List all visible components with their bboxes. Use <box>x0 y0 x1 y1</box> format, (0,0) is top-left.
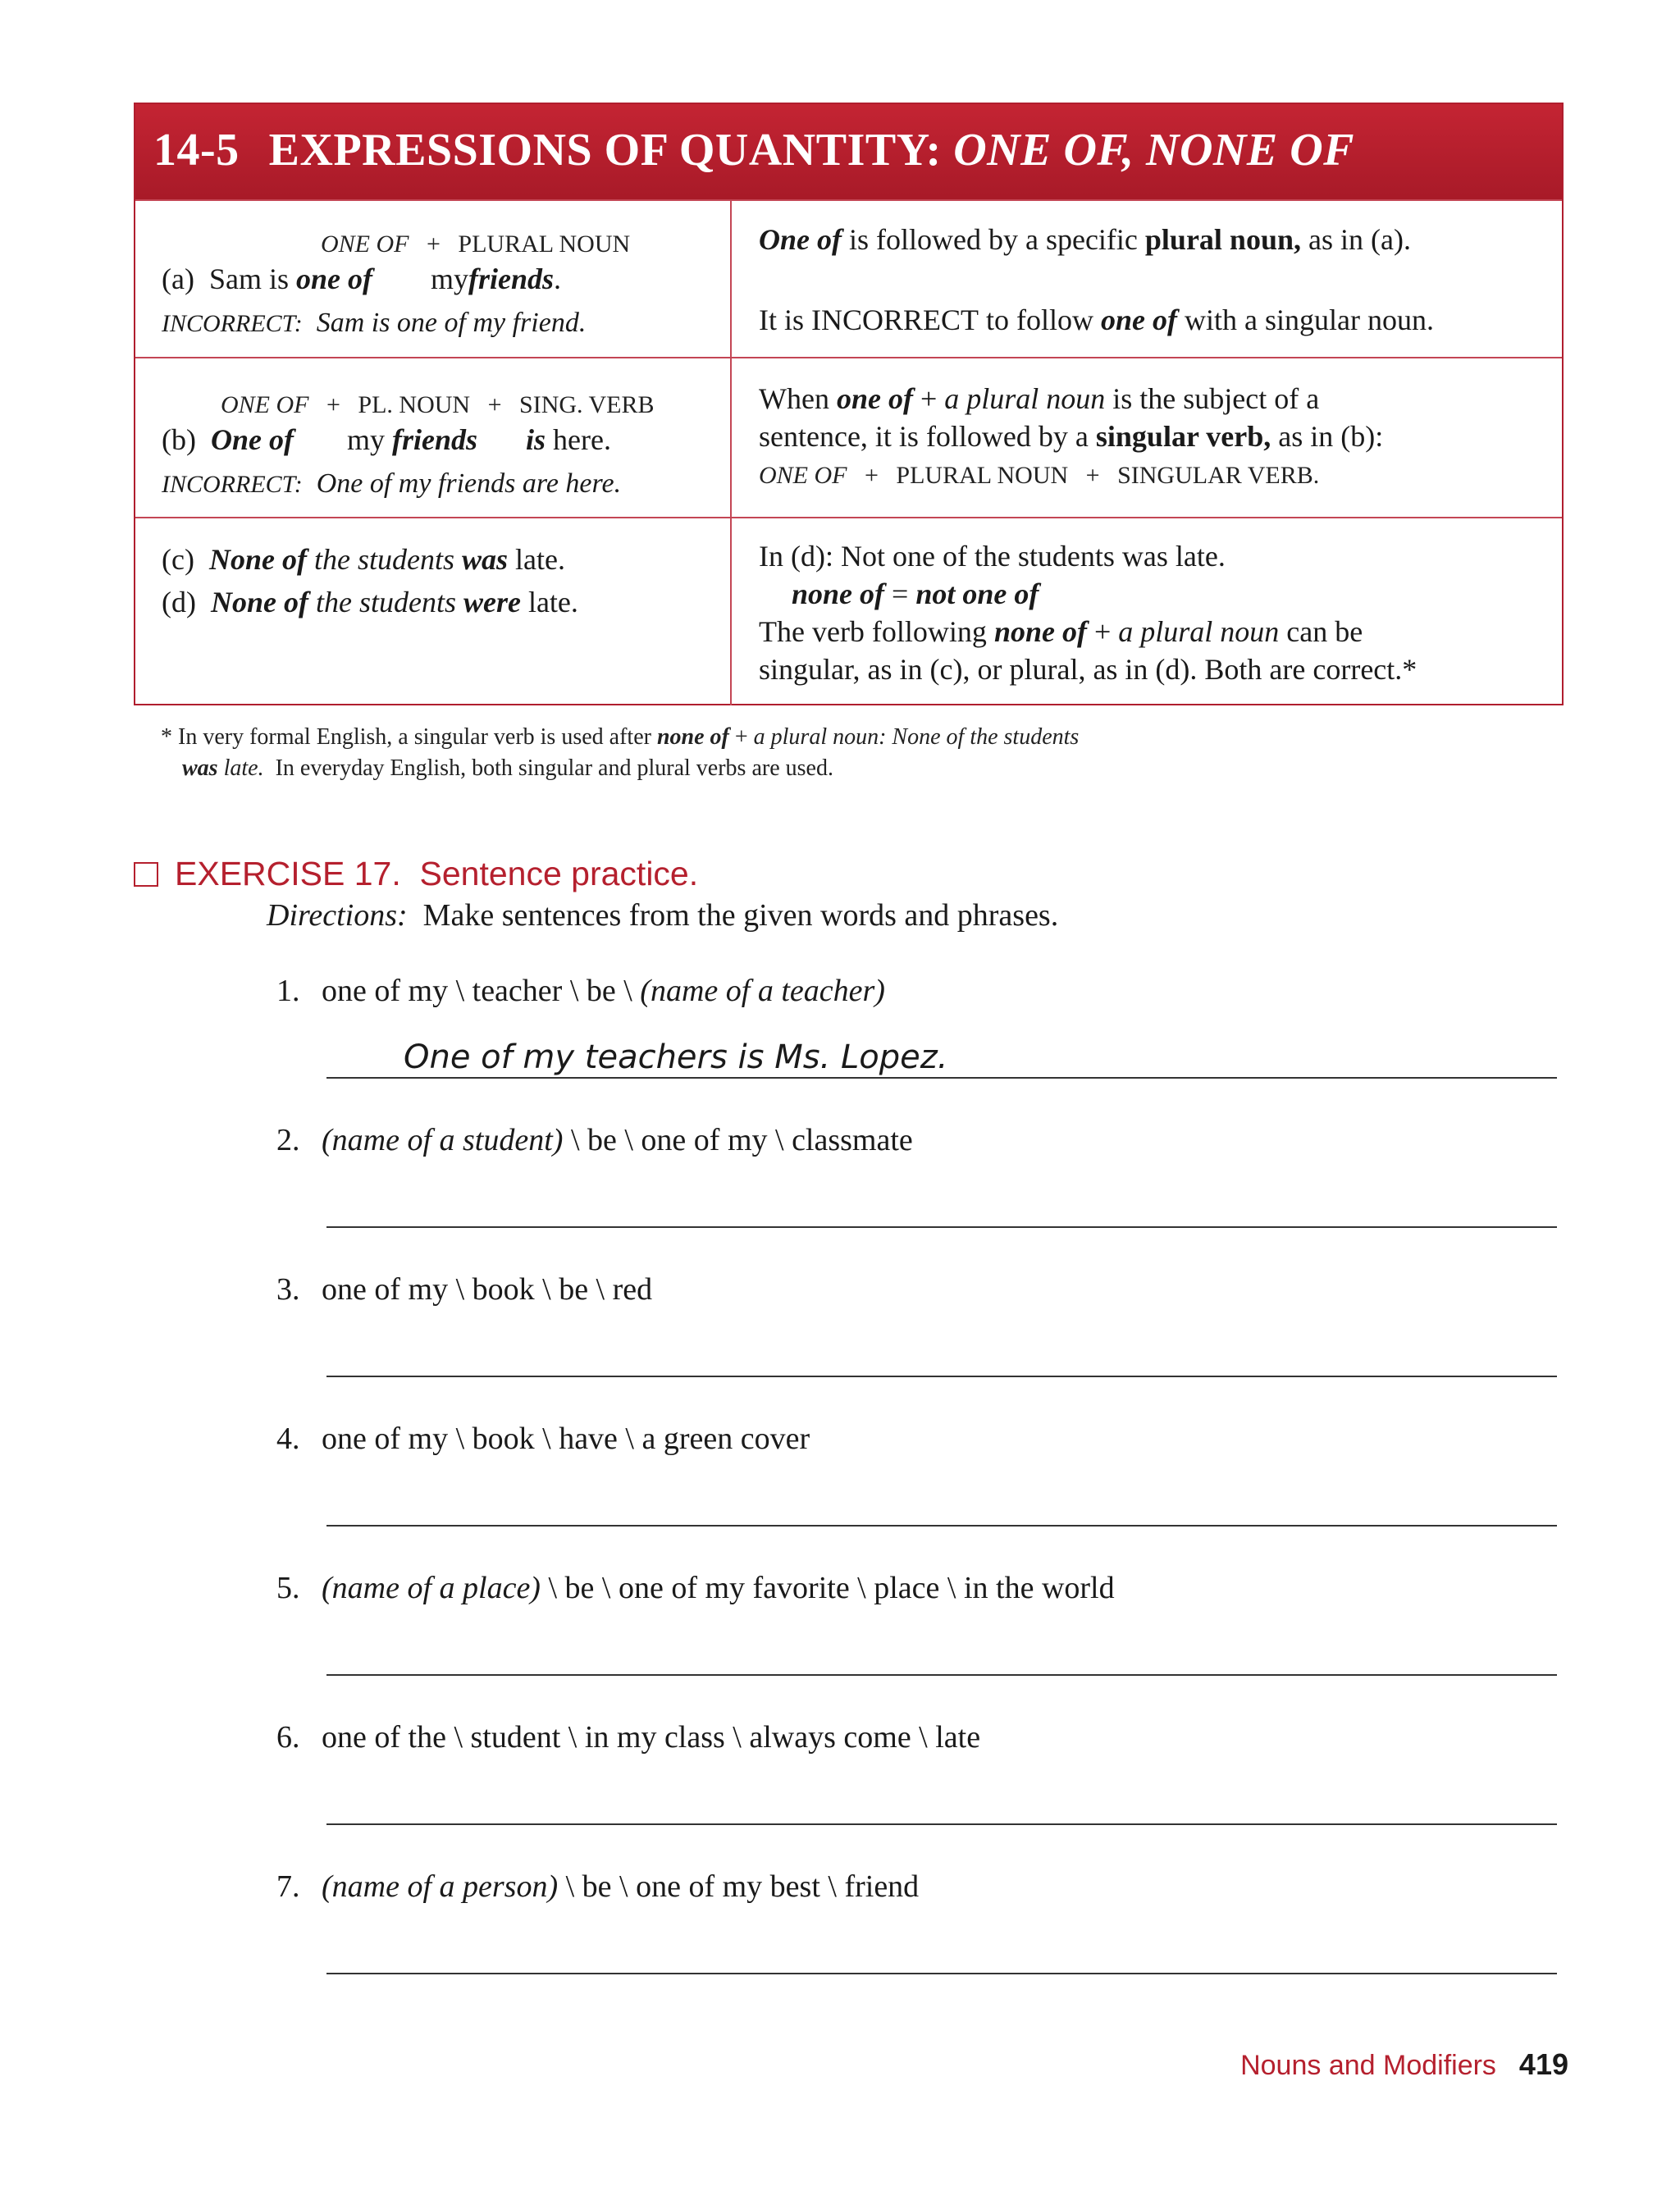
small-caps-term: INCORRECT <box>811 303 979 336</box>
directions-label: Directions: <box>267 898 408 933</box>
item-placeholder: (name of a student) <box>322 1123 564 1157</box>
chart-number: 14-5 <box>153 125 240 176</box>
example-text: my <box>346 423 385 456</box>
explanation-text: as in (a). <box>1308 223 1411 256</box>
answer-line[interactable] <box>326 1525 1557 1527</box>
plus-sign: + <box>734 724 748 750</box>
item-placeholder: (name of a place) <box>322 1571 541 1605</box>
example-label: (b) <box>162 423 196 456</box>
explanation-b3 <box>759 457 1319 495</box>
item-cue: one of my \ book \ have \ a green cover <box>322 1422 810 1456</box>
item-number: 6. <box>276 1720 300 1755</box>
explanation-text: The verb following <box>759 615 987 648</box>
answer-line[interactable] <box>326 1077 1557 1079</box>
example-text: here. <box>553 423 611 456</box>
exercise-number: EXERCISE 17. <box>175 855 401 892</box>
example-label: (a) <box>162 262 194 295</box>
example-noun: friends <box>468 262 555 295</box>
chart-title-italic: ONE OF, NONE OF <box>953 125 1354 176</box>
item-cue: one of my \ teacher \ be \ <box>322 974 641 1008</box>
italic-term: a plural noun <box>1118 615 1280 648</box>
exercise-item <box>276 973 885 1009</box>
formula-token: SING. VERB <box>519 391 655 418</box>
item-cue: \ be \ one of my best \ friend <box>558 1869 920 1904</box>
explanation-text: as in (b): <box>1278 420 1384 453</box>
exercise-item <box>276 1869 919 1905</box>
exercise-checkbox[interactable] <box>134 862 158 887</box>
explanation-b1 <box>759 380 1319 418</box>
footnote-key: none of <box>656 724 729 750</box>
formula-a <box>321 226 630 263</box>
item-number: 7. <box>276 1869 300 1904</box>
example-text: the students <box>313 543 454 576</box>
bold-term: singular verb, <box>1095 420 1271 453</box>
example-b <box>162 421 611 459</box>
answer-line[interactable] <box>326 1823 1557 1825</box>
incorrect-b <box>162 465 621 504</box>
formula-token: PLURAL NOUN <box>896 462 1069 489</box>
explanation-text: to follow <box>986 303 1094 336</box>
explanation-c2 <box>792 575 1039 613</box>
explanation-c4: singular, as in (c), or plural, as in (d). Both are correct.* <box>759 653 1418 686</box>
incorrect-text: Sam is one of my friend. <box>316 308 587 338</box>
explanation-text: It is <box>759 303 805 336</box>
explanation-text: sentence, it is followed by a <box>759 420 1089 453</box>
explanation-a1 <box>759 221 1411 258</box>
example-key: None of <box>210 586 308 618</box>
example-text: the students <box>315 586 456 618</box>
incorrect-text: One of my friends are here. <box>316 468 622 499</box>
chart-title-main: EXPRESSIONS OF QUANTITY: <box>268 125 942 176</box>
item-number: 5. <box>276 1571 300 1605</box>
formula-token: + <box>326 391 340 418</box>
exercise-item <box>276 1719 980 1755</box>
footnote-text: In everyday English, both singular and plural verbs are used. <box>275 755 833 781</box>
formula-token: ONE OF <box>759 462 847 489</box>
explanation-text: is the subject of a <box>1112 382 1320 415</box>
example-text: . <box>554 262 562 295</box>
example-verb: is <box>526 423 546 456</box>
explanation-text: can be <box>1286 615 1363 648</box>
chart-title <box>153 124 1354 176</box>
exercise-item <box>276 1570 1115 1606</box>
plus-sign: + <box>1093 615 1112 648</box>
example-text: my <box>430 262 468 295</box>
item-cue: \ be \ one of my favorite \ place \ in the world <box>540 1571 1115 1605</box>
example-text: late. <box>514 543 565 576</box>
chart-divider <box>135 357 1562 358</box>
footnote-text: In very formal English, a singular verb is used after <box>178 724 651 750</box>
explanation-a2 <box>759 301 1434 339</box>
italic-term: a plural noun <box>944 382 1106 415</box>
formula-token: PL. NOUN <box>358 391 471 418</box>
answer-line[interactable] <box>326 1376 1557 1377</box>
example-key: one of <box>295 262 372 295</box>
item-placeholder: (name of a person) <box>322 1869 559 1904</box>
example-label: (c) <box>162 543 194 576</box>
footnote <box>161 722 1079 784</box>
example-key: None of <box>208 543 307 576</box>
footnote-italic: late. <box>223 755 264 781</box>
example-c <box>162 541 565 578</box>
formula-token: SINGULAR VERB. <box>1117 462 1320 489</box>
item-number: 4. <box>276 1422 300 1456</box>
explanation-text: with a singular noun. <box>1185 303 1434 336</box>
formula-token: + <box>865 462 879 489</box>
key-phrase: not one of <box>915 577 1039 610</box>
example-key: One of <box>210 423 294 456</box>
chart-divider <box>135 517 1562 518</box>
exercise-item <box>276 1122 913 1158</box>
grammar-chart <box>134 103 1564 705</box>
exercise-item <box>276 1421 810 1457</box>
key-phrase: none of <box>792 577 885 610</box>
explanation-text: is followed by a specific <box>849 223 1138 256</box>
example-noun: friends <box>392 423 478 456</box>
formula-token: + <box>427 230 441 258</box>
example-verb: were <box>463 586 521 618</box>
key-phrase: none of <box>993 615 1087 648</box>
answer-line[interactable] <box>326 1226 1557 1228</box>
chart-header <box>135 104 1562 199</box>
example-verb: was <box>461 543 508 576</box>
example-a <box>162 260 561 298</box>
equals-sign: = <box>892 577 909 610</box>
item-number: 2. <box>276 1123 300 1157</box>
explanation-b2 <box>759 418 1383 455</box>
explanation-c3 <box>759 613 1363 650</box>
chart-column-divider <box>730 199 732 705</box>
answer-1[interactable]: One of my teachers is Ms. Lopez. <box>404 1038 948 1076</box>
item-number: 1. <box>276 974 300 1008</box>
item-cue: one of the \ student \ in my class \ always come \ late <box>322 1720 981 1755</box>
page-number: 419 <box>1518 2047 1568 2081</box>
formula-token: + <box>487 391 502 418</box>
incorrect-label: INCORRECT: <box>162 310 303 337</box>
item-cue: one of my \ book \ be \ red <box>322 1272 653 1307</box>
exercise-title <box>134 855 698 893</box>
footnote-line-2 <box>161 753 1079 784</box>
exercise-item <box>276 1271 652 1307</box>
exercise-subtitle: Sentence practice. <box>419 855 699 892</box>
example-label: (d) <box>162 586 196 618</box>
formula-token: PLURAL NOUN <box>458 230 631 258</box>
plus-sign: + <box>920 382 938 415</box>
bold-term: plural noun, <box>1144 223 1301 256</box>
example-d <box>162 583 578 621</box>
explanation-c1: In (d): Not one of the students was late. <box>759 540 1226 573</box>
key-phrase: one of <box>836 382 913 415</box>
formula-token: ONE OF <box>221 391 309 418</box>
answer-line[interactable] <box>326 1674 1557 1676</box>
directions-text: Make sentences from the given words and phrases. <box>422 898 1059 933</box>
footnote-italic: a plural noun: None of the students <box>753 724 1080 750</box>
incorrect-a <box>162 304 586 343</box>
formula-b <box>221 386 655 424</box>
explanation-text: When <box>759 382 829 415</box>
example-text: Sam is <box>208 262 289 295</box>
formula-token: + <box>1085 462 1100 489</box>
footer-chapter-title: Nouns and Modifiers <box>1240 2050 1496 2081</box>
page-footer <box>1240 2047 1568 2082</box>
item-placeholder: (name of a teacher) <box>640 974 885 1008</box>
key-phrase: one of <box>1101 303 1178 336</box>
item-cue: \ be \ one of my \ classmate <box>563 1123 913 1157</box>
directions <box>267 897 1058 933</box>
example-text: late. <box>527 586 578 618</box>
formula-token: ONE OF <box>321 230 409 258</box>
key-phrase: One of <box>759 223 842 256</box>
incorrect-label: INCORRECT: <box>162 471 303 498</box>
footnote-star: * <box>161 724 172 750</box>
answer-line[interactable] <box>326 1973 1557 1974</box>
chart-divider <box>135 199 1562 201</box>
footnote-line-1 <box>161 722 1079 753</box>
item-number: 3. <box>276 1272 300 1307</box>
footnote-key: was <box>182 755 218 781</box>
